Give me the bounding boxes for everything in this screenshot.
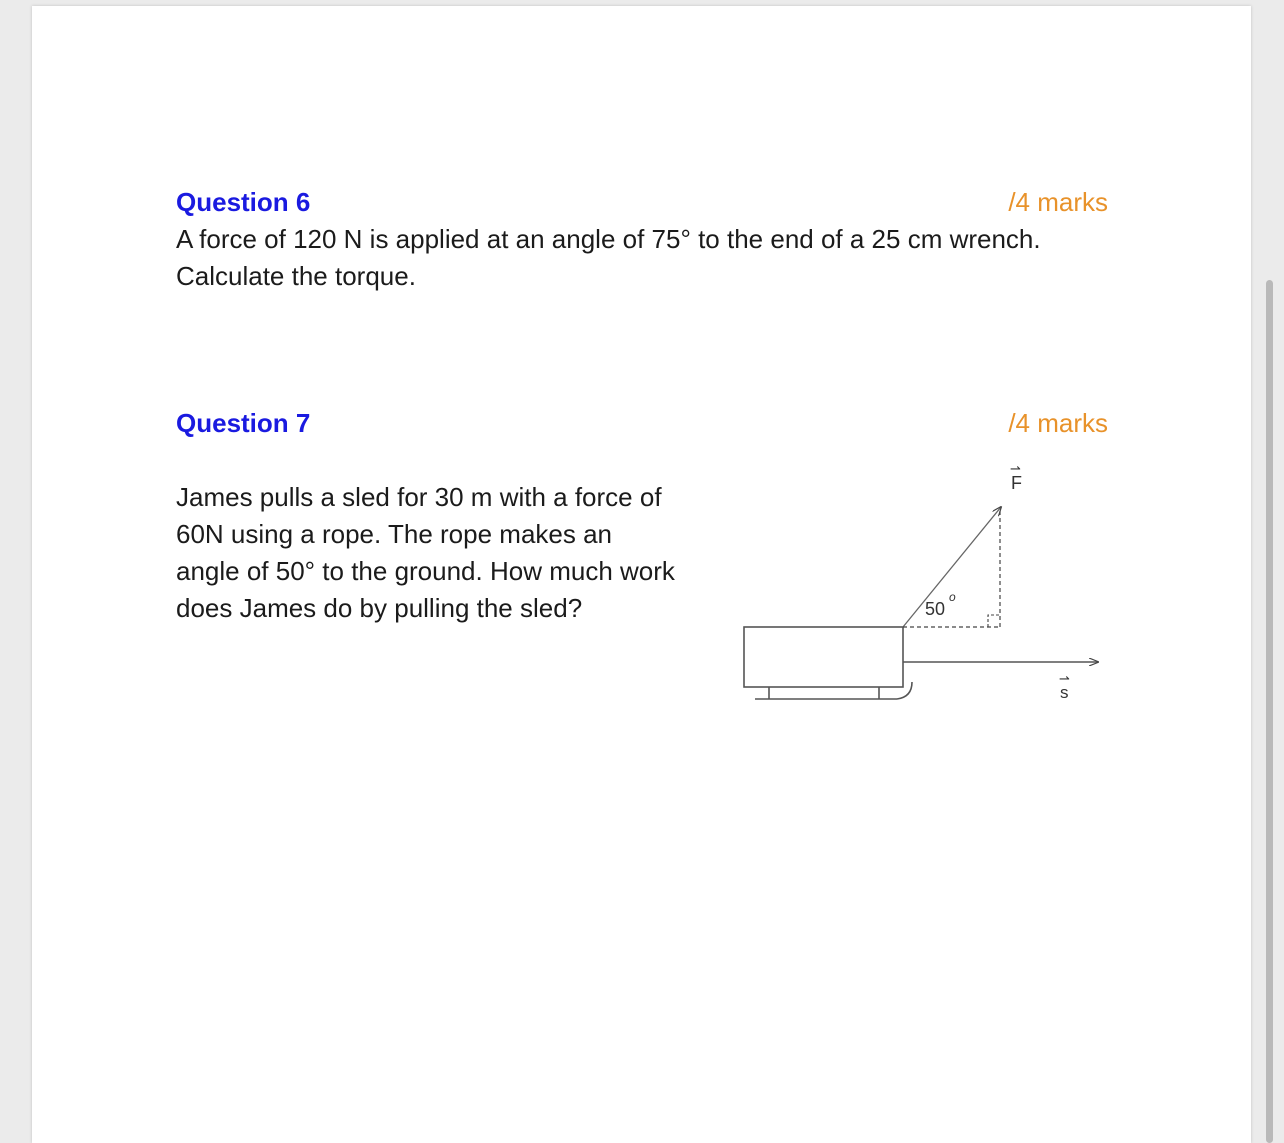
- question-6-line: Calculate the torque.: [176, 261, 416, 291]
- force-label: F: [1011, 473, 1022, 493]
- question-6-title: Question 6: [176, 187, 311, 217]
- question-7-text: [176, 479, 675, 627]
- vertical-scrollbar[interactable]: [1266, 280, 1273, 1143]
- question-7-line: does James do by pulling the sled?: [176, 593, 583, 623]
- question-6-marks: /4 marks: [1008, 187, 1108, 217]
- question-7-line: James pulls a sled for 30 m with a force of: [176, 482, 662, 512]
- question-7-marks: /4 marks: [1008, 408, 1108, 438]
- angle-degree-mark: o: [949, 590, 956, 604]
- question-7-line: angle of 50° to the ground. How much work: [176, 556, 675, 586]
- question-6-line: A force of 120 N is applied at an angle of 75° to the end of a 25 cm wrench.: [176, 224, 1041, 254]
- right-angle-marker: [988, 615, 1000, 627]
- sled-runner-curve: [897, 682, 912, 699]
- sled-diagram: [735, 455, 1115, 710]
- force-arrow: [903, 507, 1001, 627]
- question-6-text: [176, 221, 1041, 295]
- displacement-label: s: [1060, 683, 1069, 702]
- angle-label: 50: [925, 599, 946, 619]
- force-vector-arrow: ⇀: [1010, 461, 1021, 476]
- question-7-line: 60N using a rope. The rope makes an: [176, 519, 613, 549]
- displacement-vector-arrow: ⇀: [1059, 671, 1070, 686]
- question-7-title: Question 7: [176, 408, 311, 438]
- sled-box: [744, 627, 903, 687]
